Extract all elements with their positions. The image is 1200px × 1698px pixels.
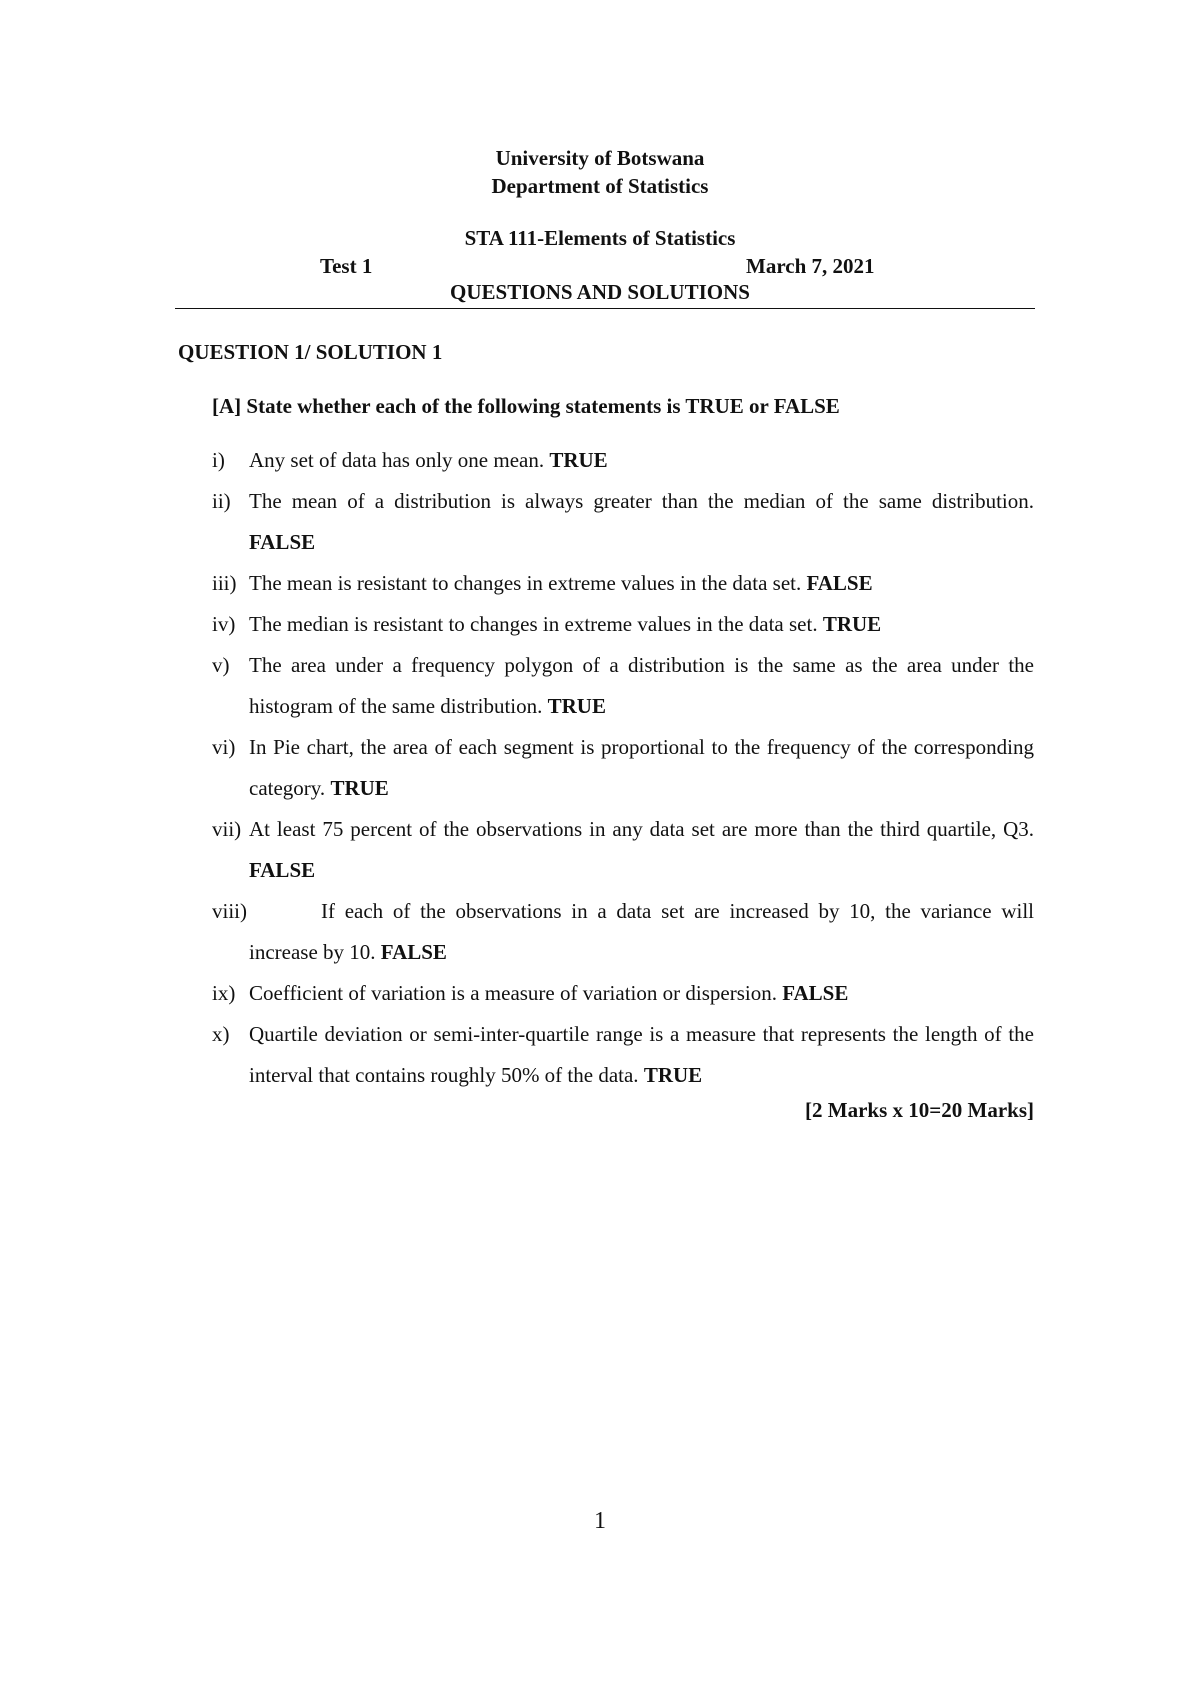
item-text: At least 75 percent of the observations in any data set are more than the third quartile, Q3. <box>249 817 1034 841</box>
item-answer: FALSE <box>806 571 873 595</box>
list-item <box>212 440 1034 481</box>
item-answer: TRUE <box>822 612 882 636</box>
list-item <box>212 1014 1034 1096</box>
item-number: ix) <box>212 981 236 1005</box>
list-item <box>212 481 1034 563</box>
course-title: STA 111-Elements of Statistics <box>464 226 736 250</box>
item-answer: FALSE <box>380 940 447 964</box>
item-number: vii) <box>212 817 242 841</box>
item-number: i) <box>212 448 225 472</box>
list-item <box>212 563 1034 604</box>
list-item <box>212 604 1034 645</box>
item-text: In Pie chart, the area of each segment is proportional to the frequency of the corresponding category. <box>249 735 1034 800</box>
item-text: The mean of a distribution is always greater than the median of the same distribution. <box>249 489 1034 513</box>
question-title: QUESTION 1/ SOLUTION 1 <box>178 340 443 364</box>
item-number: v) <box>212 653 230 677</box>
item-number: viii) <box>212 899 247 923</box>
item-answer: TRUE <box>547 694 606 718</box>
item-text: Any set of data has only one mean. <box>249 448 545 472</box>
department-name: Department of Statistics <box>491 174 709 198</box>
item-number: vi) <box>212 735 236 759</box>
list-item <box>212 809 1034 891</box>
item-text: Quartile deviation or semi-inter-quartile range is a measure that represents the length of the interval that contains roughly 50% of the data. <box>249 1022 1034 1087</box>
question-instruction: [A] State whether each of the following statements is TRUE or FALSE <box>212 394 840 418</box>
item-answer: FALSE <box>249 530 316 554</box>
item-answer: TRUE <box>549 448 608 472</box>
item-text: Coefficient of variation is a measure of variation or dispersion. <box>249 981 777 1005</box>
item-answer: TRUE <box>330 776 389 800</box>
item-text: The mean is resistant to changes in extreme values in the data set. <box>249 571 802 595</box>
list-item <box>212 891 1034 973</box>
item-answer: FALSE <box>249 858 316 882</box>
item-answer: FALSE <box>782 981 849 1005</box>
university-name: University of Botswana <box>495 146 705 170</box>
item-number: ii) <box>212 489 231 513</box>
item-text: The median is resistant to changes in extreme values in the data set. <box>249 612 818 636</box>
test-date: March 7, 2021 <box>746 254 875 278</box>
item-text: The area under a frequency polygon of a distribution is the same as the area under the histogram of the same distribution. <box>249 653 1034 718</box>
item-text: If each of the observations in a data set are increased by 10, the variance will increase by 10. <box>249 899 1034 964</box>
item-answer: TRUE <box>643 1063 703 1087</box>
marks-allocation: [2 Marks x 10=20 Marks] <box>805 1098 1034 1122</box>
list-item <box>212 727 1034 809</box>
item-number: iv) <box>212 612 236 636</box>
item-number: iii) <box>212 571 237 595</box>
list-item <box>212 645 1034 727</box>
test-label: Test 1 <box>320 254 373 278</box>
list-item <box>212 973 1034 1014</box>
page-number: 1 <box>594 1508 606 1534</box>
item-number: x) <box>212 1022 230 1046</box>
document-subtitle: QUESTIONS AND SOLUTIONS <box>450 280 750 304</box>
header-divider <box>175 308 1035 309</box>
